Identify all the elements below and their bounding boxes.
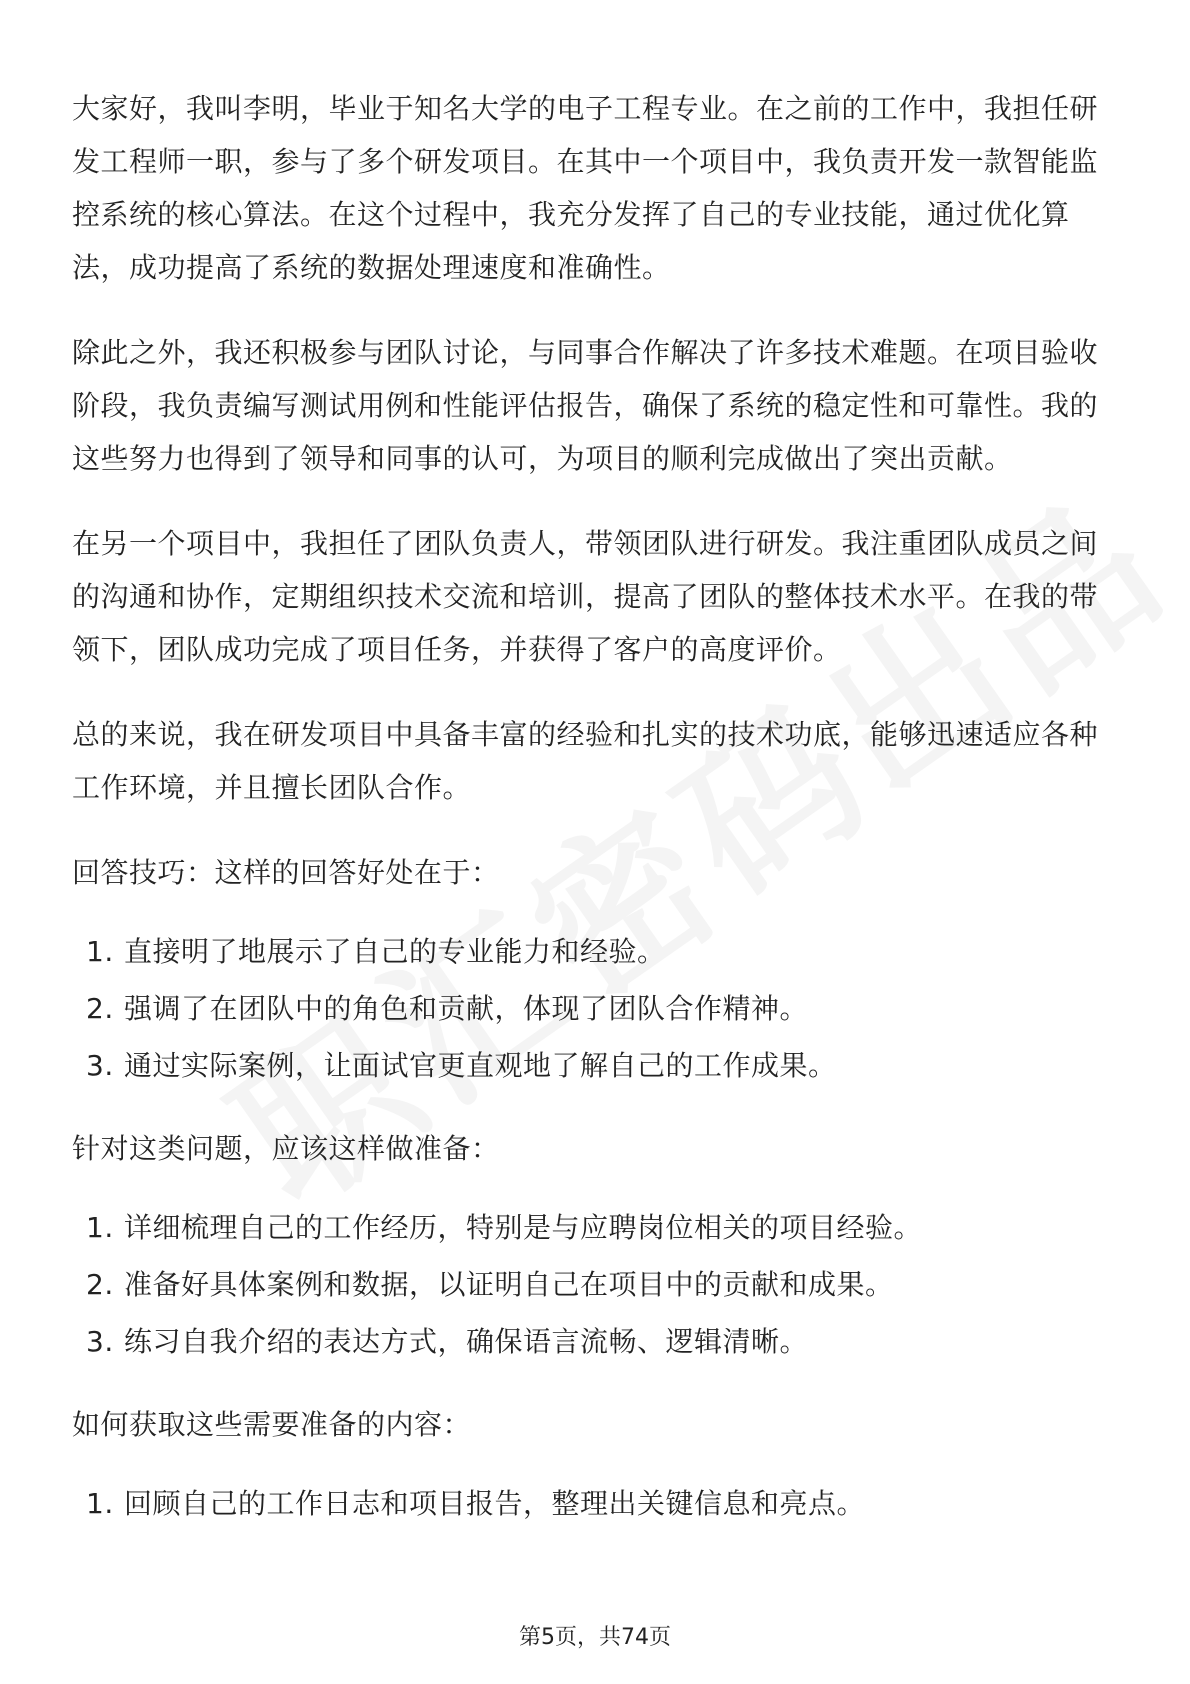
prepare-list bbox=[72, 1199, 1122, 1370]
list-number: 1. bbox=[86, 1211, 114, 1244]
obtain-heading: 如何获取这些需要准备的内容： bbox=[72, 1408, 472, 1441]
obtain-list bbox=[72, 1475, 1122, 1532]
list-item bbox=[72, 1199, 1122, 1256]
list-number: 1. bbox=[86, 1487, 114, 1520]
list-item-text: 直接明了地展示了自己的专业能力和经验。 bbox=[124, 935, 666, 968]
list-number: 3. bbox=[86, 1325, 114, 1358]
list-item-text: 详细梳理自己的工作经历，特别是与应聘岗位相关的项目经验。 bbox=[124, 1211, 923, 1244]
list-item bbox=[72, 923, 1122, 980]
list-item-text: 回顾自己的工作日志和项目报告，整理出关键信息和亮点。 bbox=[124, 1487, 866, 1520]
list-item bbox=[72, 1037, 1122, 1094]
list-item bbox=[72, 980, 1122, 1037]
list-number: 2. bbox=[86, 992, 114, 1025]
paragraph-teamwork: 除此之外，我还积极参与团队讨论，与同事合作解决了许多技术难题。在项目验收阶段，我负责编写测试用例和性能评估报告，确保了系统的稳定性和可靠性。我的这些努力也得到了领导和同事的认可，为项目的顺利完成做出了突出贡献。 bbox=[72, 336, 1099, 475]
page-content bbox=[72, 82, 1122, 1560]
list-item bbox=[72, 1313, 1122, 1370]
list-item-text: 通过实际案例，让面试官更直观地了解自己的工作成果。 bbox=[124, 1049, 837, 1082]
list-item-text: 练习自我介绍的表达方式，确保语言流畅、逻辑清晰。 bbox=[124, 1325, 809, 1358]
paragraph-intro: 大家好，我叫李明，毕业于知名大学的电子工程专业。在之前的工作中，我担任研发工程师一职，参与了多个研发项目。在其中一个项目中，我负责开发一款智能监控系统的核心算法。在这个过程中，我充分发挥了自己的专业技能，通过优化算法，成功提高了系统的数据处理速度和准确性。 bbox=[72, 92, 1099, 284]
paragraph-summary: 总的来说，我在研发项目中具备丰富的经验和扎实的技术功底，能够迅速适应各种工作环境，并且擅长团队合作。 bbox=[72, 718, 1099, 804]
list-item-text: 准备好具体案例和数据，以证明自己在项目中的贡献和成果。 bbox=[124, 1268, 894, 1301]
list-number: 2. bbox=[86, 1268, 114, 1301]
page-number-footer: 第5页，共74页 bbox=[519, 1625, 671, 1650]
list-number: 1. bbox=[86, 935, 114, 968]
tips-list bbox=[72, 923, 1122, 1094]
paragraph-leadership: 在另一个项目中，我担任了团队负责人，带领团队进行研发。我注重团队成员之间的沟通和协作，定期组织技术交流和培训，提高了团队的整体技术水平。在我的带领下，团队成功完成了项目任务，并获得了客户的高度评价。 bbox=[72, 527, 1099, 666]
list-item bbox=[72, 1475, 1122, 1532]
list-number: 3. bbox=[86, 1049, 114, 1082]
tips-heading: 回答技巧：这样的回答好处在于： bbox=[72, 856, 500, 889]
prepare-heading: 针对这类问题，应该这样做准备： bbox=[72, 1132, 500, 1165]
list-item-text: 强调了在团队中的角色和贡献，体现了团队合作精神。 bbox=[124, 992, 809, 1025]
list-item bbox=[72, 1256, 1122, 1313]
